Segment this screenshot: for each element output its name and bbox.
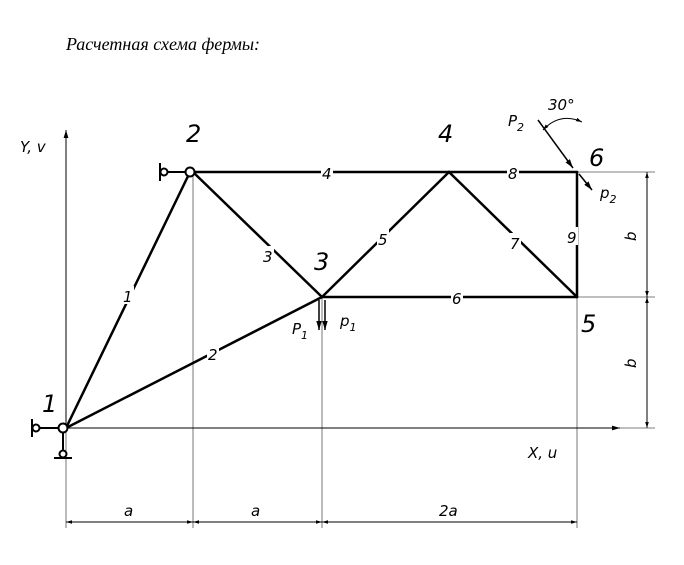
truss-bars [66, 172, 577, 428]
bar-label-3: 3 [263, 248, 273, 266]
node-label-5: 5 [581, 310, 597, 338]
node-label-4: 4 [438, 120, 454, 148]
bar-label-8: 8 [508, 165, 518, 183]
vertical-dimensions [620, 172, 655, 428]
bar-label-1: 1 [123, 288, 133, 306]
horizontal-dimensions [66, 502, 577, 522]
load-arrow-p2 [579, 174, 592, 190]
node-label-2: 2 [186, 120, 202, 148]
bar-label-9: 9 [567, 229, 577, 247]
dimension-label-b-upper: b [622, 231, 640, 241]
angle-label: 30° [548, 96, 575, 114]
dimension-label-a-1: a [124, 502, 134, 520]
bar-label-6: 6 [452, 290, 462, 308]
bar-3 [193, 172, 322, 297]
dimension-label-2a: 2a [439, 502, 458, 520]
diagram-title: Расчетная схема фермы: [66, 34, 261, 54]
support-node-2 [160, 163, 195, 181]
node-label-3: 3 [314, 248, 330, 276]
y-axis-label: Y, v [20, 138, 46, 156]
bar-label-4: 4 [322, 165, 332, 183]
load-arrow-P2 [538, 120, 573, 168]
load-label-p2: $p_2$ [600, 184, 617, 206]
load-label-P2: $P_2$ [508, 112, 525, 134]
bar-label-7: 7 [510, 235, 520, 253]
x-axis-label: X, u [528, 444, 558, 462]
bar-2 [66, 297, 322, 428]
bar-label-5: 5 [378, 231, 388, 249]
bar-label-2: 2 [208, 346, 218, 364]
dimension-label-b-lower: b [622, 358, 640, 368]
construction-lines [66, 172, 655, 528]
node-label-6: 6 [589, 144, 605, 172]
node-label-1: 1 [42, 390, 58, 418]
load-label-p1: $p_1$ [340, 312, 357, 334]
dimension-label-a-2: a [251, 502, 261, 520]
load-label-P1: $P_1$ [292, 320, 309, 342]
angle-arc [543, 118, 582, 130]
